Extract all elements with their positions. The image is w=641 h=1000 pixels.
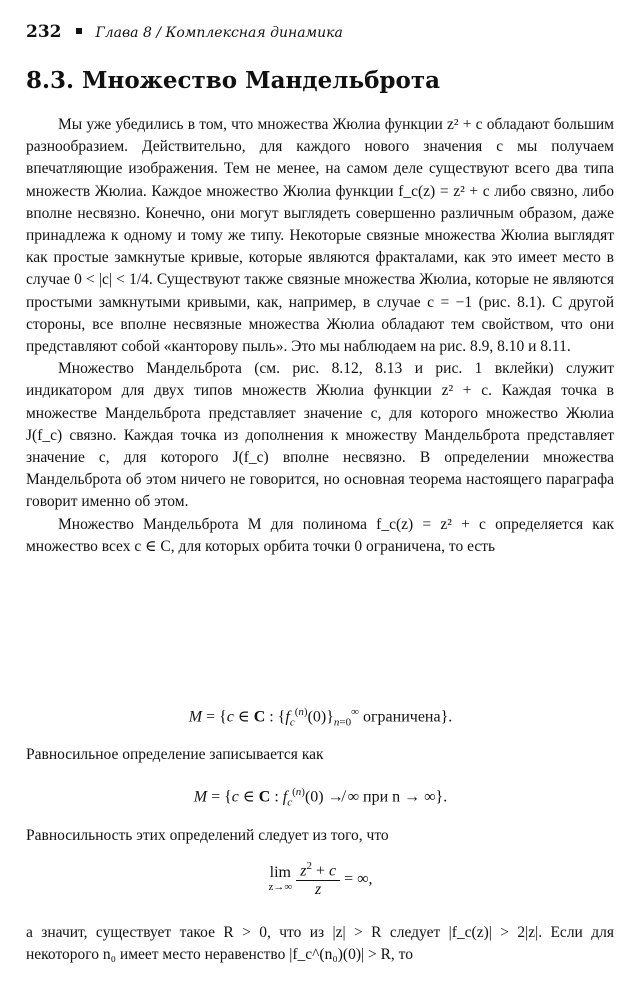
body-text-block-1	[26, 114, 614, 558]
paragraph-5: Равносильность этих определений следует из того, что	[26, 827, 389, 844]
formula-equivalent-definition: M = {c ∈ C : $f_c^{(n)}(0)$ ↛ ∞ при n → ∞}.	[193, 786, 448, 809]
paragraph-4: Равносильное определение записывается как	[26, 746, 324, 763]
paragraph-6: а значит, существует такое R > 0, что из |z| > R следует |f_c(z)| > 2|z|. Если для некоторого n₀ имеет место неравенство |f_c^(n₀)(0)| > R, то	[26, 924, 614, 964]
limit-operator: lim z→∞	[268, 863, 293, 893]
formula-limit: lim z→∞ $\frac{z^2 + c}{z}$ = ∞,	[268, 860, 373, 899]
body-text-block-4	[26, 922, 614, 966]
page-number: 232	[26, 22, 62, 42]
body-text-block-3	[26, 825, 614, 847]
running-head	[26, 22, 615, 43]
body-text-block-2	[26, 744, 614, 766]
paragraph-2: Множество Мандельброта (см. рис. 8.12, 8.13 и рис. 1 вклейки) служит индикатором для двух типов множеств Жюлиа функции z² + c. Каждая точка в множестве Мандельброта представляет значение c, для которого множество Жюлиа J(f_c) связно. Каждая точка из дополнения к множеству Мандельброта представляет значение c, для которого J(f_c) вполне несвязно. В определении множества Мандельброта об этом ничего не говорится, но основная теорема настоящего параграфа говорит именно об этом.	[26, 360, 614, 511]
bullet-separator	[76, 28, 82, 34]
formula-mandelbrot-definition: M = {c ∈ C : $\{f_c^{(n)}(0)\}_{n=0}^\infty$ ограничена}.	[188, 706, 453, 729]
section-title: 8.3. Множество Мандельброта	[26, 67, 441, 94]
formula-2-word: при n → ∞}.	[363, 788, 448, 806]
paragraph-1: Мы уже убедились в том, что множества Жюлиа функции z² + c обладают большим разнообразием. Действительно, для каждого нового значения c мы получаем впечатляющие изображения. Тем не менее, на самом деле существуют всего два типа множеств Жюлиа. Каждое множество Жюлиа функции f_c(z) = z² + c либо связно, либо вполне несвязно. Конечно, они могут выглядеть совершенно различным образом, даже принадлежа к одному и тому же типу. Некоторые связные множества Жюлиа выглядят как простые замкнутые кривые, которые являются фракталами, как это имеет место в случае 0 < |c| < 1/4. Существуют также связные множества Жюлиа, которые не являются простыми замкнутыми кривыми, как, например, в случае c = −1 (рис. 8.1). С другой стороны, все вполне несвязные множества Жюлиа обладают тем свойством, что они представляют собой «канторову пыль». Это мы наблюдаем на рис. 8.9, 8.10 и 8.11.	[26, 116, 614, 356]
fraction: $\frac{z^2 + c}{z}$	[296, 860, 340, 899]
formula-1-word: ограничена}.	[362, 708, 453, 726]
paragraph-3: Множество Мандельброта M для полинома f_c(z) = z² + c определяется как множество всех c ∈ C, для которых орбита точки 0 ограничена, то есть	[26, 515, 614, 555]
chapter-title: Глава 8 / Комплексная динамика	[95, 25, 343, 41]
